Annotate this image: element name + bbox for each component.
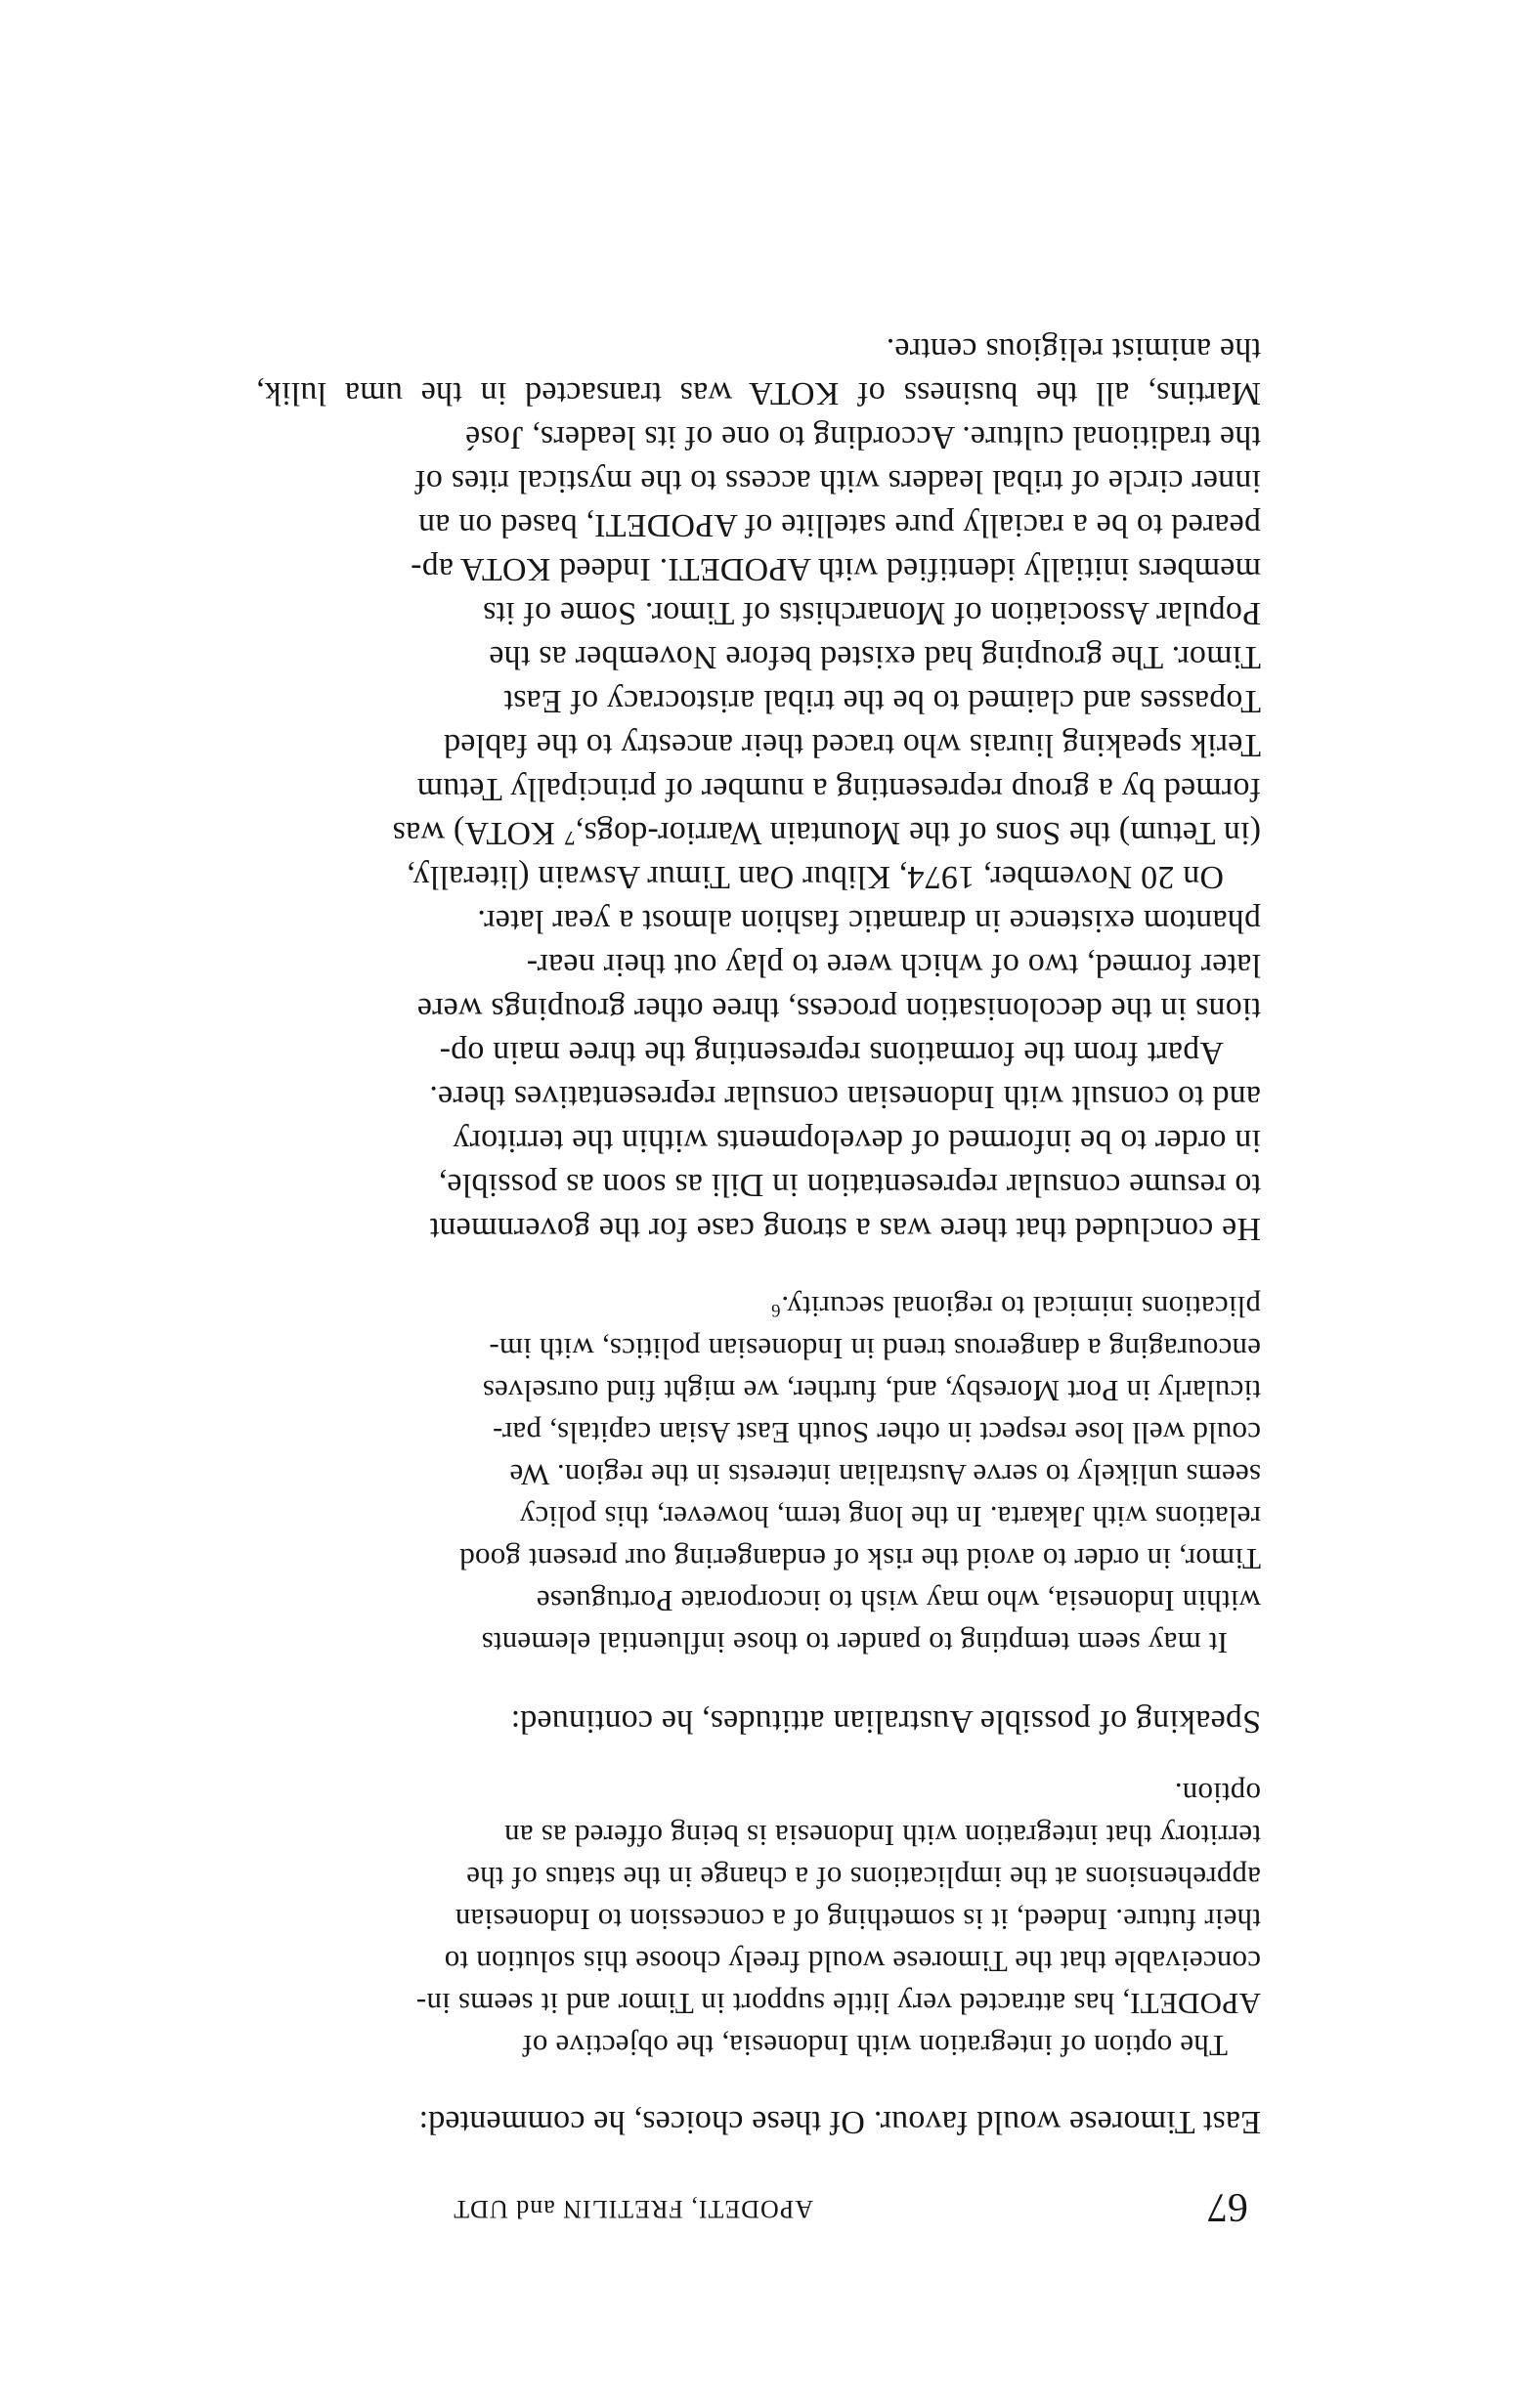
text-line: ticularly in Port Moresby, and, further, we might find ourselves bbox=[482, 1374, 1261, 1408]
text-line: relations with Jakarta. In the long term, however, this policy bbox=[519, 1500, 1261, 1534]
text-line: to resume consular representation in Dili as soon as possible, bbox=[438, 1167, 1261, 1203]
text-line: On 20 November, 1974, Klibur Oan Timur Aswain (literally, bbox=[406, 859, 1224, 895]
text-line: peared to be a racially pure satellite of APODETI, based on an bbox=[417, 507, 1261, 543]
text-line: in order to be informed of developments within the territory bbox=[453, 1123, 1261, 1159]
text-line: Apart from the formations representing the three main op- bbox=[439, 1035, 1224, 1071]
text-line: Popular Association of Monarchists of Timor. Some of its bbox=[482, 595, 1261, 631]
text-line: Speaking of possible Australian attitudes, he continued: bbox=[510, 1703, 1261, 1740]
text-line: (in Tetum) the Sons of the Mountain Warrior-dogs,⁷ KOTA) was bbox=[392, 815, 1261, 851]
text-line: The option of integration with Indonesia, the objective of bbox=[522, 2029, 1228, 2063]
text-line: East Timorese would favour. Of these choices, he commented: bbox=[418, 2104, 1261, 2140]
running-head: APODETI, FRETILIN and UDT bbox=[453, 2195, 813, 2223]
text-line: tions in the decolonisation process, three other groupings were bbox=[416, 991, 1261, 1027]
text-line: apprehensions at the implications of a change in the status of the bbox=[466, 1861, 1261, 1895]
text-line: and to consult with Indonesian consular representatives there. bbox=[429, 1079, 1261, 1115]
text-line: members initially identified with APODETI. Indeed KOTA ap- bbox=[410, 551, 1261, 587]
text-line: He concluded that there was a strong case for the government bbox=[429, 1211, 1261, 1247]
page-number: 67 bbox=[1207, 2184, 1248, 2229]
text-line: phantom existence in dramatic fashion almost a year later. bbox=[477, 903, 1261, 939]
text-line: Timor, in order to avoid the risk of endangering our present good bbox=[459, 1542, 1261, 1576]
text-line: conceivable that the Timorese would freely choose this solution to bbox=[444, 1945, 1261, 1979]
text-line: Martins, all the business of KOTA was transacted in the uma lulik, bbox=[255, 375, 1261, 411]
page-header bbox=[0, 2184, 1517, 2229]
text-line: seems unlikely to serve Australian interests in the region. We bbox=[509, 1458, 1261, 1492]
text-line: formed by a group representing a number of principally Tetum bbox=[416, 771, 1261, 807]
text-line: option. bbox=[1174, 1777, 1261, 1811]
text-line: could well lose respect in other South East Asian capitals, par- bbox=[492, 1416, 1261, 1450]
text-line: APODETI, has attracted very little support in Timor and it seems in- bbox=[415, 1987, 1261, 2021]
text-line: plications inimical to regional security.⁶ bbox=[770, 1290, 1261, 1324]
text-line: inner circle of tribal leaders with access to the mystical rites of bbox=[414, 463, 1261, 499]
text-line: Terik speaking liurais who traced their ancestry to the fabled bbox=[443, 727, 1261, 763]
text-line: encouraging a dangerous trend in Indonesian politics, with im- bbox=[489, 1332, 1261, 1366]
text-line: later formed, two of which were to play out their near- bbox=[526, 947, 1261, 983]
text-line: the animist religious centre. bbox=[886, 331, 1261, 367]
text-line: Timor. The grouping had existed before November as the bbox=[489, 639, 1261, 675]
text-line: territory that integration with Indonesia is being offered as an bbox=[503, 1819, 1261, 1853]
text-line: Topasses and claimed to be the tribal aristocracy of East bbox=[503, 683, 1261, 719]
text-line: their future. Indeed, it is something of a concession to Indonesian bbox=[455, 1903, 1261, 1937]
text-line: the traditional culture. According to one of its leaders, José bbox=[464, 419, 1261, 455]
text-line: within Indonesia, who may wish to incorporate Portuguese bbox=[536, 1584, 1261, 1618]
text-line: It may seem tempting to pander to those influential elements bbox=[481, 1626, 1228, 1660]
